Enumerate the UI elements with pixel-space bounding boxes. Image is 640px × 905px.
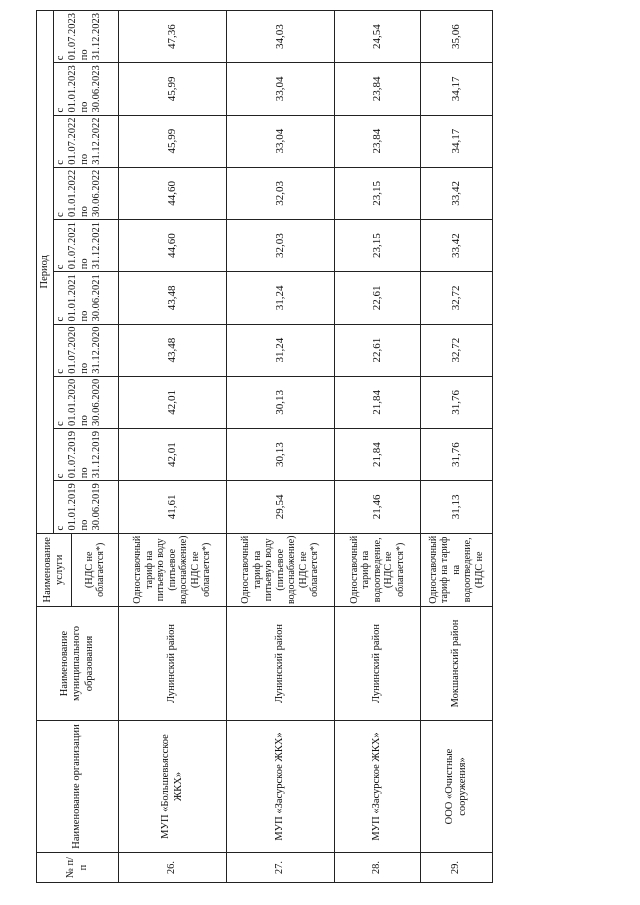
row-service: Одноставочный тариф на водоотведение, (НДС не облагается*)	[335, 533, 421, 606]
value-cell: 32,03	[227, 167, 335, 219]
value-cell: 43,48	[119, 272, 227, 324]
value-cell: 33,04	[227, 115, 335, 167]
row-num: 28.	[335, 853, 421, 883]
value-cell: 31,24	[227, 272, 335, 324]
value-cell: 45,99	[119, 115, 227, 167]
row-num: 27.	[227, 853, 335, 883]
period-9: с 01.01.2023 по 30.06.2023	[54, 63, 119, 115]
row-service: Одноставочный тариф на питьевую воду (питьевое водоснабжение) (НДС не облагается*)	[119, 533, 227, 606]
row-organization: МУП «Засурское ЖКХ»	[227, 721, 335, 853]
period-7: с 01.01.2022 по 30.06.2022	[54, 167, 119, 219]
period-3: с 01.01.2020 по 30.06.2020	[54, 376, 119, 428]
value-cell: 31,24	[227, 324, 335, 376]
table-row	[335, 11, 421, 883]
table-row	[421, 11, 493, 883]
period-2: с 01.07.2019 по 31.12.2019	[54, 429, 119, 481]
value-cell: 24,54	[335, 11, 421, 63]
continuation-service: (НДС не облагается*)	[72, 533, 119, 606]
value-cell: 32,72	[421, 272, 493, 324]
period-4: с 01.07.2020 по 31.12.2020	[54, 324, 119, 376]
period-10: с 01.07.2023 по 31.12.2023	[54, 11, 119, 63]
row-municipality: Мокшанский район	[421, 607, 493, 721]
value-cell: 33,42	[421, 167, 493, 219]
header-period: Период	[37, 11, 54, 534]
value-cell: 42,01	[119, 376, 227, 428]
value-cell: 31,76	[421, 429, 493, 481]
table-row	[119, 11, 227, 883]
header-service: Наименование услуги	[37, 533, 72, 606]
value-cell: 23,84	[335, 63, 421, 115]
row-municipality: Лунинский район	[335, 607, 421, 721]
value-cell: 32,72	[421, 324, 493, 376]
period-5: с 01.01.2021 по 30.06.2021	[54, 272, 119, 324]
value-cell: 47,36	[119, 11, 227, 63]
value-cell: 45,99	[119, 63, 227, 115]
value-cell: 33,42	[421, 220, 493, 272]
row-municipality: Лунинский район	[227, 607, 335, 721]
value-cell: 30,13	[227, 376, 335, 428]
value-cell: 21,84	[335, 429, 421, 481]
value-cell: 29,54	[227, 481, 335, 533]
row-service: Одноставочный тариф на тариф на водоотведение, (НДС не	[421, 533, 493, 606]
value-cell: 41,61	[119, 481, 227, 533]
value-cell: 33,04	[227, 63, 335, 115]
table-row	[227, 11, 335, 883]
row-municipality: Лунинский район	[119, 607, 227, 721]
value-cell: 21,84	[335, 376, 421, 428]
value-cell: 21,46	[335, 481, 421, 533]
header-row	[37, 11, 54, 883]
period-8: с 01.07.2022 по 31.12.2022	[54, 115, 119, 167]
value-cell: 35,06	[421, 11, 493, 63]
value-cell: 34,03	[227, 11, 335, 63]
row-organization: МУП «Большевьясское ЖКХ»	[119, 721, 227, 853]
value-cell: 30,13	[227, 429, 335, 481]
row-organization: МУП «Засурское ЖКХ»	[335, 721, 421, 853]
value-cell: 42,01	[119, 429, 227, 481]
value-cell: 44,60	[119, 167, 227, 219]
value-cell: 31,13	[421, 481, 493, 533]
period-1: с 01.01.2019 по 30.06.2019	[54, 481, 119, 533]
row-num: 29.	[421, 853, 493, 883]
value-cell: 44,60	[119, 220, 227, 272]
row-service: Одноставочный тариф на питьевую воду (питьевое водоснабжение) (НДС не облагается*)	[227, 533, 335, 606]
value-cell: 43,48	[119, 324, 227, 376]
header-municipality: Наименование муниципального образования	[37, 607, 119, 721]
value-cell: 22,61	[335, 272, 421, 324]
row-organization: ООО «Очистные сооружения»	[421, 721, 493, 853]
value-cell: 31,76	[421, 376, 493, 428]
value-cell: 23,15	[335, 220, 421, 272]
row-num: 26.	[119, 853, 227, 883]
header-num: № п/п	[37, 853, 119, 883]
value-cell: 34,17	[421, 63, 493, 115]
header-organization: Наименование организации	[37, 721, 119, 853]
tariff-table	[36, 10, 493, 883]
value-cell: 22,61	[335, 324, 421, 376]
value-cell: 23,15	[335, 167, 421, 219]
value-cell: 32,03	[227, 220, 335, 272]
period-6: с 01.07.2021 по 31.12.2021	[54, 220, 119, 272]
value-cell: 23,84	[335, 115, 421, 167]
value-cell: 34,17	[421, 115, 493, 167]
